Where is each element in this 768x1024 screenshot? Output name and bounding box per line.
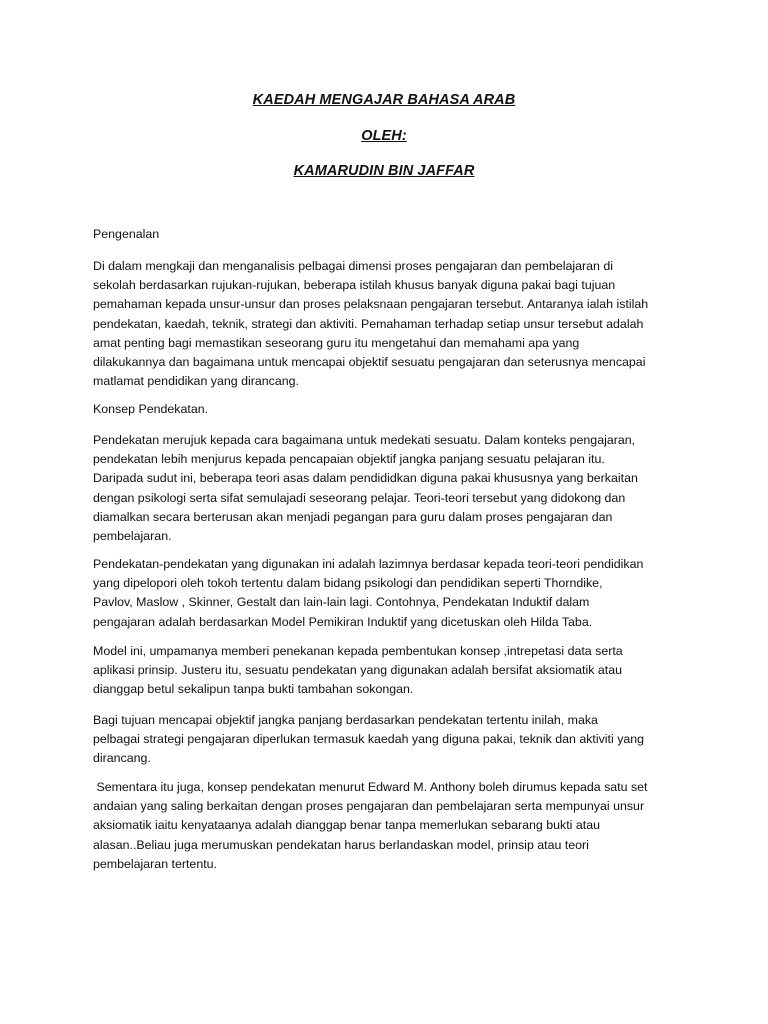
paragraph-konsep-4: [93, 711, 683, 769]
text-line: alasan..Beliau juga merumuskan pendekatan harus berlandaskan model, prinsip atau teori: [93, 837, 589, 852]
text-line: pembelajaran tertentu.: [93, 856, 217, 871]
author-name: KAMARUDIN BIN JAFFAR: [293, 163, 475, 179]
text-line: aplikasi prinsip. Justeru itu, sesuatu pendekatan yang digunakan adalah bersifat aksiomatik atau: [93, 663, 622, 678]
text-line: Pavlov, Maslow , Skinner, Gestalt dan lain-lain lagi. Contohnya, Pendekatan Induktif dalam: [93, 595, 590, 610]
text-line: Pendekatan-pendekatan yang digunakan ini adalah lazimnya berdasar kepada teori-teori pendidikan: [93, 557, 644, 571]
text-line: matlamat pendidikan yang dirancang.: [93, 374, 299, 389]
text-line: pengajaran adalah berdasarkan Model Pemikiran Induktif yang dicetuskan oleh Hilda Taba.: [93, 614, 593, 629]
text-line: andaian yang saling berkaitan dengan proses pengajaran dan pembelajaran serta mempunyai unsur: [93, 799, 645, 814]
text-line: dirancang.: [93, 751, 151, 766]
text-line: Model ini, umpamanya memberi penekanan kepada pembentukan konsep ,intrepetasi data serta: [93, 644, 623, 658]
text-line: sekolah berdasarkan rujukan-rujukan, beberapa istilah khusus banyak diguna pakai bagi tujuan: [93, 278, 616, 293]
paragraph-konsep-5: [93, 778, 683, 874]
text-line: Pendekatan merujuk kepada cara bagaimana untuk medekati sesuatu. Dalam konteks pengajaran,: [93, 433, 636, 447]
text-line: yang dipelopori oleh tokoh tertentu dalam bidang psikologi dan pendidikan seperti Thorndike,: [93, 576, 603, 591]
text-line: pendekatan, kaedah, teknik, strategi dan aktiviti. Pemahaman terhadap setiap unsur tersebut adalah: [93, 316, 644, 331]
paragraph-konsep-1: [93, 431, 683, 546]
text-line: amat penting bagi memastikan seseorang guru itu mengetahui dan memahami apa yang: [93, 335, 580, 350]
text-line: Daripada sudut ini, beberapa teori asas dalam pendididkan diguna pakai khususnya yang berkaitan: [93, 471, 638, 486]
text-line: pemahaman kepada unsur-unsur dan proses pelaksnaan pengajaran tersebut. Antaranya ialah istilah: [93, 297, 649, 312]
text-line: pelbagai strategi pengajaran diperlukan termasuk kaedah yang diguna pakai, teknik dan aktiviti yang: [93, 732, 645, 747]
text-line: Sementara itu juga, konsep pendekatan menurut Edward M. Anthony boleh dirumus kepada satu set: [93, 780, 648, 794]
paragraph-konsep-3: [93, 642, 683, 700]
text-line: Bagi tujuan mencapai objektif jangka panjang berdasarkan pendekatan tertentu inilah, maka: [93, 713, 598, 727]
paragraph-konsep-2: [93, 555, 683, 632]
text-line: Di dalam mengkaji dan menganalisis pelbagai dimensi proses pengajaran dan pembelajaran di: [93, 259, 614, 273]
text-line: pendekatan lebih menjurus kepada pencapaian objektif jangka panjang sesuatu pelajaran itu.: [93, 452, 605, 467]
oleh-label: OLEH:: [361, 128, 407, 144]
section-heading-konsep-pendekatan: Konsep Pendekatan.: [93, 402, 209, 416]
document-title: KAEDAH MENGAJAR BAHASA ARAB: [252, 92, 516, 108]
text-line: diamalkan secara berterusan akan menjadi pegangan para guru dalam proses pengajaran dan: [93, 509, 613, 524]
text-line: pembelajaran.: [93, 529, 172, 544]
text-line: aksiomatik iaitu kenyataanya adalah dianggap benar tanpa memerlukan sebarang bukti atau: [93, 818, 600, 833]
section-heading-pengenalan: Pengenalan: [93, 227, 160, 241]
text-line: dilakukannya dan bagaimana untuk mencapai objektif sesuatu pengajaran dan seterusnya mencapai: [93, 355, 646, 370]
text-line: dianggap betul sekalipun tanpa bukti tambahan sokongan.: [93, 682, 414, 697]
paragraph-pengenalan: [93, 257, 683, 391]
text-line: dengan psikologi serta sifat semulajadi seseorang pelajar. Teori-teori tersebut yang didokong dan: [93, 490, 626, 505]
